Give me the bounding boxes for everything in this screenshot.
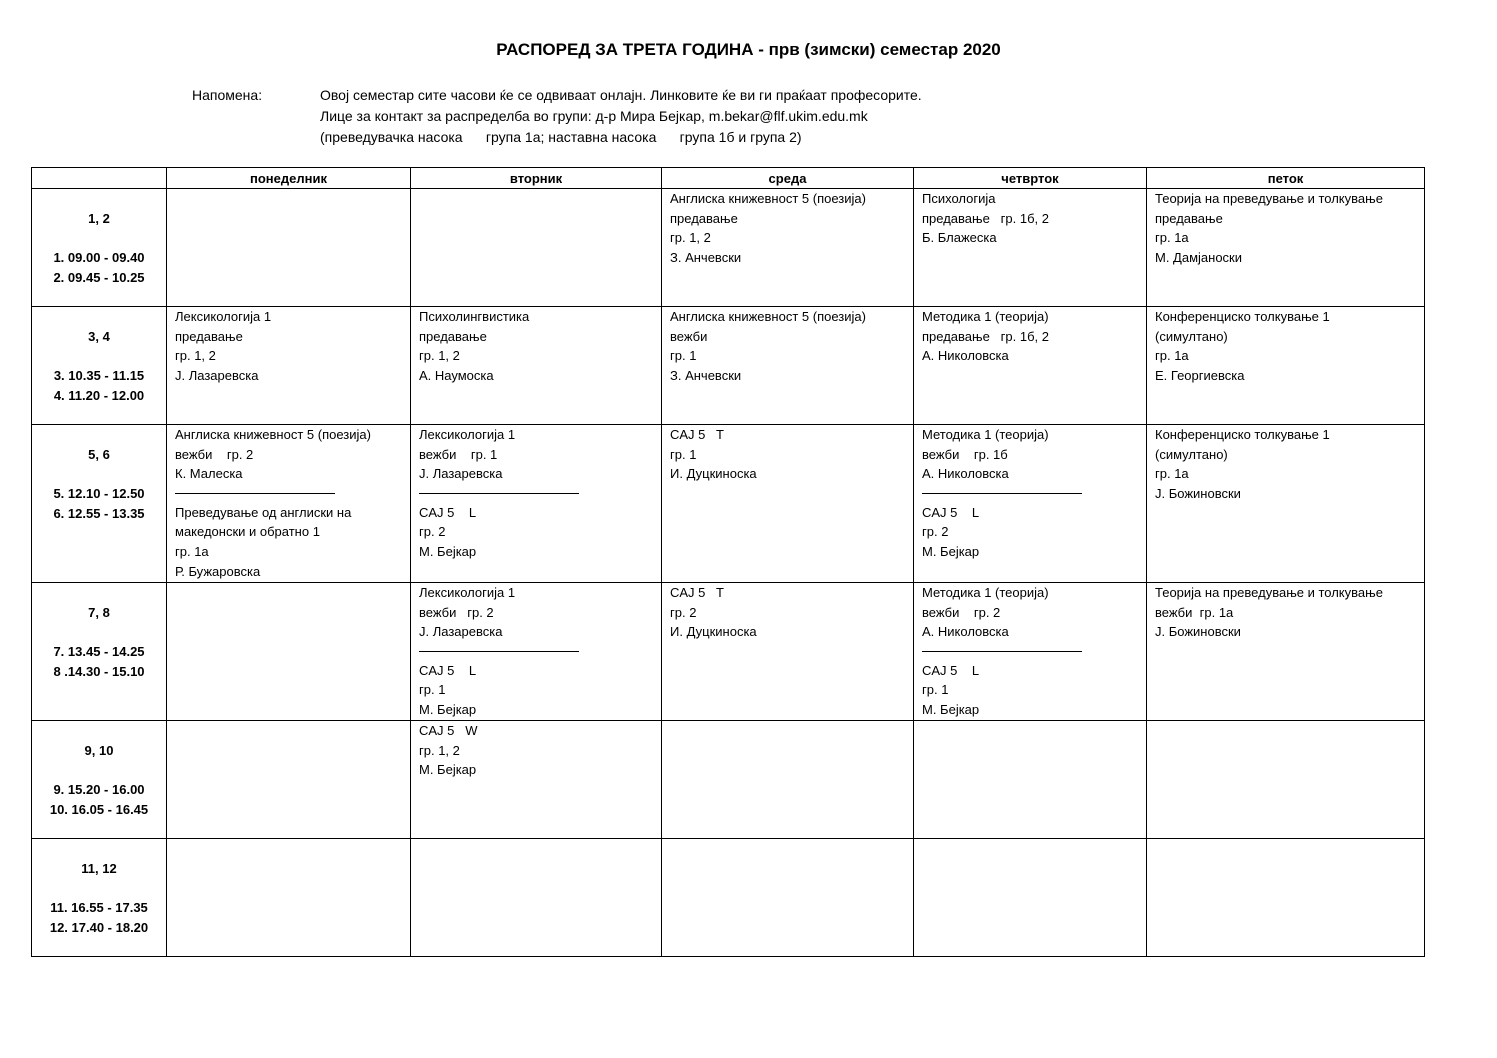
class-entry-line: М. Дамјаноски	[1155, 249, 1243, 265]
class-entry-line: вежби гр. 2	[922, 604, 1001, 620]
schedule-row	[32, 307, 1425, 425]
class-entry-line: гр. 1, 2	[419, 742, 460, 758]
class-entry-line: М. Бејкар	[419, 762, 477, 778]
class-cell	[1147, 839, 1425, 957]
class-entry-line: гр. 1а	[1155, 348, 1189, 364]
class-entry-line: М. Бејкар	[419, 701, 477, 717]
class-entry-line: вежби гр. 2	[419, 604, 494, 620]
schedule-table	[31, 167, 1425, 957]
class-entry-line: Б. Блажеска	[922, 230, 997, 246]
slot-cell	[32, 425, 167, 583]
class-entry-line: (симултано)	[1155, 446, 1228, 462]
day-header: петок	[1147, 168, 1425, 189]
class-entry	[922, 583, 1138, 642]
class-entry-line: Конференциско толкување 1	[1155, 427, 1330, 442]
slot-cell	[32, 583, 167, 721]
class-cell	[1147, 189, 1425, 307]
class-entry-line: А. Николовска	[922, 624, 1009, 640]
slot-time: 5. 12.10 - 12.50	[53, 486, 145, 501]
entry-divider	[419, 651, 579, 652]
slot-cell	[32, 721, 167, 839]
class-cell	[914, 583, 1147, 721]
class-entry-line: гр. 1а	[175, 543, 209, 559]
class-entry-line: CAJ 5 L	[419, 504, 477, 520]
class-cell	[167, 721, 411, 839]
class-entry-line: Методика 1 (теорија)	[922, 427, 1049, 442]
class-cell	[1147, 307, 1425, 425]
slot-time: 7. 13.45 - 14.25	[53, 644, 145, 659]
class-entry	[419, 425, 653, 484]
class-cell	[167, 839, 411, 957]
class-entry-line: CAJ 5 T	[670, 585, 724, 600]
class-cell	[411, 721, 662, 839]
entry-divider	[922, 493, 1082, 494]
class-entry-line: А. Наумоска	[419, 367, 494, 383]
class-entry-line: предавање	[419, 328, 487, 344]
class-cell	[411, 839, 662, 957]
class-entry-line: Ј. Божиновски	[1155, 485, 1241, 501]
class-entry-line: К. Малеска	[175, 466, 243, 482]
class-cell	[914, 307, 1147, 425]
class-entry-line: Ј. Лазаревска	[419, 624, 503, 640]
class-entry-line: А. Николовска	[922, 348, 1009, 364]
class-entry-line: гр. 1, 2	[419, 348, 460, 364]
slot-time: 9. 15.20 - 16.00	[53, 782, 145, 797]
class-entry-line: Конференциско толкување 1	[1155, 309, 1330, 324]
class-entry-line: Теорија на преведување и толкување	[1155, 585, 1383, 600]
entry-divider	[419, 493, 579, 494]
page-title: РАСПОРЕД ЗА ТРЕТА ГОДИНА - прв (зимски) семестар 2020	[496, 40, 1001, 59]
slot-pair: 7, 8	[88, 605, 110, 620]
class-entry	[1155, 307, 1416, 385]
class-entry-line: Р. Бужаровска	[175, 563, 261, 579]
class-cell	[914, 839, 1147, 957]
class-entry-line: М. Бејкар	[419, 543, 477, 559]
slot-cell	[32, 839, 167, 957]
class-entry-line: Ј. Божиновски	[1155, 624, 1241, 640]
class-entry-line: М. Бејкар	[922, 543, 980, 559]
class-entry	[670, 583, 905, 642]
class-entry-line: А. Николовска	[922, 466, 1009, 482]
header-row	[32, 168, 1425, 189]
class-entry-line: Психологија	[922, 191, 996, 206]
class-entry-line: македонски и обратно 1	[175, 524, 320, 540]
slot-cell	[32, 307, 167, 425]
class-entry	[1155, 425, 1416, 503]
entry-divider	[922, 651, 1082, 652]
class-entry-line: вежби гр. 2	[175, 446, 254, 462]
class-entry-line: Преведување од англиски на	[175, 504, 352, 520]
class-entry-line: гр. 2	[922, 524, 949, 540]
slot-time: 3. 10.35 - 11.15	[53, 368, 145, 383]
note-line: (преведувачка насока група 1а; наставна насока група 1б и група 2)	[320, 129, 802, 145]
schedule-row	[32, 583, 1425, 721]
class-entry-line: предавање	[1155, 210, 1223, 226]
corner-cell	[32, 168, 167, 189]
entry-divider	[175, 493, 335, 494]
class-entry-line: гр. 1, 2	[175, 348, 216, 364]
class-entry	[922, 307, 1138, 366]
class-entry-line: Англиска книжевност 5 (поезија)	[670, 309, 866, 324]
class-entry	[670, 189, 905, 267]
slot-time: 4. 11.20 - 12.00	[53, 387, 145, 403]
slot-time: 6. 12.55 - 13.35	[53, 505, 145, 521]
class-entry	[1155, 583, 1416, 642]
class-cell	[662, 721, 914, 839]
slot-pair: 9, 10	[84, 743, 114, 758]
day-header: понеделник	[167, 168, 411, 189]
class-entry-line: гр. 2	[419, 524, 446, 540]
class-entry	[922, 661, 1138, 720]
slot-time: 11. 16.55 - 17.35	[50, 900, 148, 915]
class-entry-line: гр. 1	[670, 348, 697, 364]
class-entry	[670, 307, 905, 385]
day-header: вторник	[411, 168, 662, 189]
class-entry	[175, 425, 402, 484]
class-cell	[662, 583, 914, 721]
schedule-row	[32, 189, 1425, 307]
note-label: Напомена:	[192, 87, 263, 103]
class-entry-line: Англиска книжевност 5 (поезија)	[175, 427, 371, 442]
class-cell	[411, 425, 662, 583]
class-entry-line: CAJ 5 L	[922, 662, 980, 678]
class-entry-line: гр. 1	[670, 446, 697, 462]
class-entry-line: предавање гр. 1б, 2	[922, 328, 1049, 344]
class-cell	[662, 839, 914, 957]
class-entry-line: И. Дуцкиноска	[670, 624, 757, 640]
class-cell	[411, 189, 662, 307]
class-entry-line: Теорија на преведување и толкување	[1155, 191, 1383, 206]
class-entry-line: Ј. Лазаревска	[419, 466, 503, 482]
class-entry	[419, 503, 653, 562]
class-entry-line: CAJ 5 W	[419, 723, 478, 738]
class-cell	[1147, 721, 1425, 839]
class-entry-line: Лексикологија 1	[175, 309, 272, 324]
class-cell	[914, 189, 1147, 307]
slot-cell	[32, 189, 167, 307]
day-header: четврток	[914, 168, 1147, 189]
class-entry	[419, 661, 653, 720]
class-entry-line: Е. Георгиевска	[1155, 367, 1245, 383]
class-entry-line: вежби гр. 1б	[922, 446, 1008, 462]
schedule-row	[32, 425, 1425, 583]
class-entry-line: вежби	[670, 328, 708, 344]
note-line: Лице за контакт за распределба во групи: д-р Мира Бејкар, m.bekar@flf.ukim.edu.mk	[320, 108, 868, 124]
class-entry-line: вежби гр. 1	[419, 446, 498, 462]
class-entry	[1155, 189, 1416, 267]
class-cell	[167, 583, 411, 721]
class-entry-line: предавање	[670, 210, 738, 226]
class-entry-line: З. Анчевски	[670, 367, 742, 383]
class-entry-line: CAJ 5 T	[670, 427, 724, 442]
class-cell	[167, 425, 411, 583]
class-entry	[419, 307, 653, 385]
class-entry-line: гр. 1а	[1155, 466, 1189, 482]
class-entry-line: Психолингвистика	[419, 309, 530, 324]
slot-time: 1. 09.00 - 09.40	[53, 250, 145, 265]
class-cell	[167, 189, 411, 307]
class-entry-line: М. Бејкар	[922, 701, 980, 717]
class-entry	[175, 307, 402, 385]
class-entry-line: И. Дуцкиноска	[670, 466, 757, 482]
class-entry-line: (симултано)	[1155, 328, 1228, 344]
slot-time: 8 .14.30 - 15.10	[53, 663, 145, 679]
class-entry	[175, 503, 402, 581]
class-entry-line: З. Анчевски	[670, 249, 742, 265]
class-entry-line: Методика 1 (теорија)	[922, 309, 1049, 324]
class-entry-line: гр. 1а	[1155, 230, 1189, 246]
class-entry	[419, 583, 653, 642]
class-entry-line: CAJ 5 L	[419, 662, 477, 678]
slot-time: 2. 09.45 - 10.25	[53, 269, 145, 285]
class-cell	[167, 307, 411, 425]
class-entry-line: гр. 1, 2	[670, 230, 711, 246]
class-entry-line: гр. 1	[419, 682, 446, 698]
class-entry-line: Лексикологија 1	[419, 585, 516, 600]
schedule-row	[32, 721, 1425, 839]
slot-pair: 5, 6	[88, 447, 110, 462]
class-cell	[1147, 425, 1425, 583]
slot-pair: 11, 12	[81, 861, 117, 876]
class-entry-line: гр. 1	[922, 682, 949, 698]
class-cell	[914, 721, 1147, 839]
class-cell	[411, 307, 662, 425]
class-entry-line: Методика 1 (теорија)	[922, 585, 1049, 600]
schedule-row	[32, 839, 1425, 957]
class-cell	[662, 307, 914, 425]
class-cell	[914, 425, 1147, 583]
class-entry-line: вежби гр. 1а	[1155, 604, 1234, 620]
class-cell	[662, 189, 914, 307]
class-entry	[922, 189, 1138, 248]
class-entry-line: предавање	[175, 328, 243, 344]
class-cell	[411, 583, 662, 721]
slot-time: 10. 16.05 - 16.45	[49, 801, 149, 817]
class-cell	[662, 425, 914, 583]
day-header: среда	[662, 168, 914, 189]
class-entry-line: Англиска книжевност 5 (поезија)	[670, 191, 866, 206]
class-entry	[670, 425, 905, 484]
class-entry	[419, 721, 653, 780]
class-entry-line: CAJ 5 L	[922, 504, 980, 520]
slot-pair: 1, 2	[88, 211, 110, 226]
slot-time: 12. 17.40 - 18.20	[49, 919, 149, 935]
note-line: Овој семестар сите часови ќе се одвиваат онлајн. Линковите ќе ви ги праќаат професорите.	[320, 87, 922, 103]
class-entry	[922, 503, 1138, 562]
class-entry-line: Ј. Лазаревска	[175, 367, 259, 383]
slot-pair: 3, 4	[88, 329, 110, 344]
class-entry-line: предавање гр. 1б, 2	[922, 210, 1049, 226]
class-entry-line: гр. 2	[670, 604, 697, 620]
class-entry	[922, 425, 1138, 484]
class-entry-line: Лексикологија 1	[419, 427, 516, 442]
class-cell	[1147, 583, 1425, 721]
